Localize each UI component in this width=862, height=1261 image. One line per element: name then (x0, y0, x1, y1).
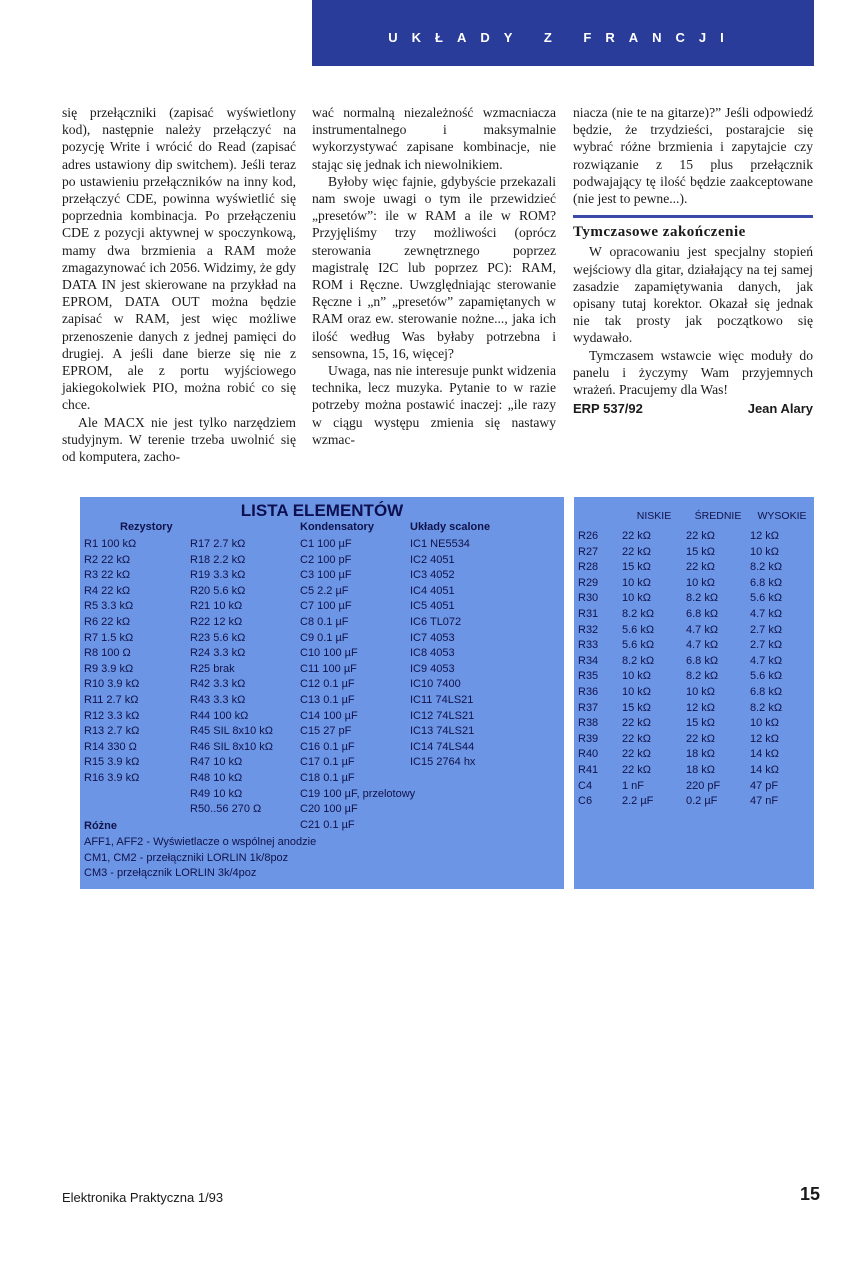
resistor-item: R18 2.2 kΩ (190, 553, 246, 566)
value-cell: 6.8 kΩ (750, 685, 783, 698)
column-header: ŚREDNIE (694, 510, 742, 522)
value-cell: 10 kΩ (622, 592, 652, 605)
paragraph: Uwaga, nas nie interesuje punkt widzenia technika, lecz muzyka. Pytanie to w razie potrzeby można postawić inaczej: „ile razy w ciągu występu zmienia się nastawy wzmac- (312, 363, 556, 447)
table-row (578, 545, 814, 561)
article-column-2 (312, 104, 556, 448)
table-row (578, 669, 814, 685)
table-header-row (578, 503, 814, 529)
value-cell: 14 kΩ (750, 763, 780, 776)
resistor-item: R6 22 kΩ (84, 615, 131, 628)
resistor-item: R46 SIL 8x10 kΩ (190, 740, 274, 753)
value-cell: 10 kΩ (750, 545, 780, 558)
value-cell: 2.7 kΩ (750, 623, 783, 636)
capacitor-list (300, 537, 415, 833)
value-cell: 10 kΩ (622, 670, 652, 683)
resistor-item: R45 SIL 8x10 kΩ (190, 725, 274, 738)
value-cell: 0.2 µF (686, 795, 718, 808)
misc-item: AFF1, AFF2 - Wyświetlacze o wspólnej anodzie (84, 836, 317, 848)
resistor-item: R1 100 kΩ (84, 538, 137, 550)
value-cell: 8.2 kΩ (622, 607, 655, 620)
resistor-item: R25 brak (190, 662, 235, 675)
table-row (578, 732, 814, 748)
article-column-3 (573, 104, 813, 417)
resistor-item: R49 10 kΩ (190, 787, 243, 800)
capacitor-item: C7 100 µF (300, 600, 352, 613)
table-row (578, 779, 814, 795)
component-ref-cell: R26 (578, 530, 599, 542)
component-ref-cell: C4 (578, 779, 593, 792)
component-ref-cell: C6 (578, 795, 593, 808)
value-cell: 5.6 kΩ (750, 592, 783, 605)
capacitor-item: C21 0.1 µF (300, 818, 355, 831)
page-number: 15 (799, 1184, 820, 1204)
value-cell: 12 kΩ (750, 732, 780, 745)
ic-item: IC12 74LS21 (410, 709, 475, 722)
misc-list (84, 835, 316, 882)
table-row (578, 701, 814, 717)
resistor-item: R8 100 Ω (84, 647, 131, 660)
table-row (578, 716, 814, 732)
component-ref-cell: R34 (578, 654, 599, 667)
resistors-heading: Rezystory (120, 521, 173, 533)
table-row (578, 591, 814, 607)
capacitor-item: C17 0.1 µF (300, 756, 355, 769)
value-cell: 8.2 kΩ (750, 701, 783, 714)
capacitor-item: C18 0.1 µF (300, 771, 355, 784)
value-cell: 4.7 kΩ (750, 654, 783, 667)
resistor-item: R23 5.6 kΩ (190, 631, 246, 644)
capacitor-item: C2 100 pF (300, 553, 352, 566)
resistor-item: R15 3.9 kΩ (84, 756, 140, 769)
article-reference: ERP 537/92 (573, 401, 643, 417)
capacitor-item: C19 100 µF, przelotowy (300, 787, 416, 800)
value-cell: 4.7 kΩ (686, 639, 719, 652)
values-table-box (574, 497, 814, 889)
table-row (578, 638, 814, 654)
paragraph: się przełączniki (zapisać wyświetlony kod), następnie należy przełączyć na pozycję Write i wrócić do Read (zapisać adres ustawiony dip switchem). Jeśli teraz po ustawieniu przełączników na inny kod, przełączyć CDE, powinna wyświetlić się poprzednia kombinacja. Po przełączeniu CDE z pozycji aktywnej w spoczynkową, mamy dwa brzmienia a RAM może zmagazynować ich 2056. Widzimy, że gdy DATA IN jest skierowane na przykład na EPROM, DATA OUT można będzie zapisać w RAM, jest więc możliwe przenoszenie danych z jednej pamięci do drugiej. A jeśli dane bierze się nie z EPROM, ale z portu wyjściowego jakiegokolwiek PIO, można robić co się chce. (62, 105, 296, 413)
value-cell: 2.7 kΩ (750, 639, 783, 652)
resistor-item: R4 22 kΩ (84, 584, 131, 597)
capacitor-item: C1 100 µF (300, 538, 352, 550)
resistor-item: R3 22 kΩ (84, 569, 131, 582)
component-ref-cell: R32 (578, 623, 599, 636)
component-ref-cell: R41 (578, 763, 599, 776)
resistor-item: R20 5.6 kΩ (190, 584, 246, 597)
table-row (578, 763, 814, 779)
paragraph: W opracowaniu jest specjalny stopień wejściowy dla gitar, działający na tej samej zasadzie zapamiętywania danych, jak opisany tutaj korektor. Okazał się jednak nie tak prosty jak początkowo się wydawało. (573, 244, 813, 346)
ic-list (410, 537, 475, 771)
resistor-item: R44 100 kΩ (190, 709, 249, 722)
author-name: Jean Alary (747, 401, 813, 417)
values-table (578, 503, 814, 810)
capacitor-item: C16 0.1 µF (300, 740, 355, 753)
value-cell: 10 kΩ (622, 685, 652, 698)
value-cell: 5.6 kΩ (750, 670, 783, 683)
value-cell: 10 kΩ (750, 717, 780, 730)
value-cell: 4.7 kΩ (750, 607, 783, 620)
parts-list-title: LISTA ELEMENTÓW (240, 501, 404, 520)
table-row (578, 607, 814, 623)
component-ref-cell: R39 (578, 732, 599, 745)
ic-item: IC6 TL072 (410, 615, 462, 628)
resistor-item: R13 2.7 kΩ (84, 725, 140, 738)
value-cell: 1 nF (622, 779, 645, 792)
ics-heading: Układy scalone (410, 521, 491, 533)
value-cell: 8.2 kΩ (686, 592, 719, 605)
capacitor-item: C20 100 µF (300, 803, 358, 816)
value-cell: 22 kΩ (622, 732, 652, 745)
capacitors-heading: Kondensatory (300, 521, 374, 533)
capacitor-item: C10 100 µF (300, 647, 358, 660)
value-cell: 22 kΩ (686, 732, 716, 745)
ic-item: IC13 74LS21 (410, 725, 475, 738)
table-row (578, 529, 814, 545)
capacitor-item: C14 100 µF (300, 709, 358, 722)
ic-item: IC11 74LS21 (410, 693, 474, 706)
ic-item: IC14 74LS44 (410, 740, 475, 753)
resistor-item: R10 3.9 kΩ (84, 678, 140, 691)
section-divider (573, 215, 813, 218)
value-cell: 6.8 kΩ (686, 607, 719, 620)
value-cell: 15 kΩ (686, 717, 716, 730)
resistor-item: R11 2.7 kΩ (84, 693, 139, 706)
ic-item: IC7 4053 (410, 631, 455, 644)
ic-item: IC10 7400 (410, 678, 461, 691)
misc-heading: Różne (84, 820, 117, 832)
component-ref-cell: R36 (578, 685, 599, 698)
value-cell: 14 kΩ (750, 748, 780, 761)
capacitor-item: C3 100 µF (300, 569, 352, 582)
publication-name: Elektronika Praktyczna 1/93 (62, 1190, 224, 1205)
value-cell: 22 kΩ (622, 717, 652, 730)
resistor-item: R42 3.3 kΩ (190, 678, 246, 691)
resistor-item: R47 10 kΩ (190, 756, 243, 769)
component-ref-cell: R30 (578, 592, 599, 605)
ic-item: IC4 4051 (410, 584, 455, 597)
resistor-item: R9 3.9 kΩ (84, 662, 134, 675)
value-cell: 47 pF (750, 779, 779, 792)
table-row (578, 794, 814, 810)
column-header (578, 503, 622, 529)
component-ref-cell: R38 (578, 717, 599, 730)
resistor-item: R43 3.3 kΩ (190, 693, 246, 706)
ic-item: IC3 4052 (410, 569, 455, 582)
component-ref-cell: R37 (578, 701, 599, 714)
value-cell: 12 kΩ (686, 701, 716, 714)
resistor-item: R14 330 Ω (84, 740, 137, 753)
paragraph: Byłoby więc fajnie, gdybyście przekazali nam swoje uwagi o tym ile przewidzieć „presetów”: ile w RAM a ile w ROM? Przyjęliśmy trzy możliwości (oprócz sterowania zewnętrznego poprzez magistralę I2C lub poprzez PC): RAM, ROM i Ręczne. Uwzględniając sterowanie Ręczne i „n” „presetów” zapamiętanych w RAM oraz ew. sterowanie nożne..., jaka ich ilość według Was byłaby potrzebna i sensowna, 15, 16, więcej? (312, 173, 556, 361)
value-cell: 47 nF (750, 795, 779, 808)
ic-item: IC8 4053 (410, 647, 455, 660)
capacitor-item: C13 0.1 µF (300, 693, 355, 706)
component-ref-cell: R29 (578, 576, 599, 589)
capacitor-item: C9 0.1 µF (300, 631, 349, 644)
value-cell: 15 kΩ (622, 701, 652, 714)
capacitor-item: C11 100 µF (300, 662, 357, 675)
value-cell: 22 kΩ (622, 763, 652, 776)
ic-item: IC2 4051 (410, 553, 455, 566)
value-cell: 8.2 kΩ (750, 561, 783, 574)
value-cell: 22 kΩ (622, 748, 652, 761)
value-cell: 22 kΩ (622, 545, 652, 558)
component-ref-cell: R28 (578, 561, 599, 574)
paragraph: Ale MACX nie jest tylko narzędziem studyjnym. W terenie trzeba uwolnić się od komputera, zacho- (62, 414, 296, 465)
column-header: NISKIE (636, 510, 672, 522)
ic-item: IC1 NE5534 (410, 538, 470, 550)
value-cell: 2.2 µF (622, 795, 654, 808)
table-row (578, 654, 814, 670)
signature (573, 400, 813, 417)
table-row (578, 685, 814, 701)
resistor-list-1 (84, 537, 139, 787)
value-cell: 5.6 kΩ (622, 623, 655, 636)
ic-item: IC5 4051 (410, 600, 455, 613)
value-cell: 22 kΩ (686, 561, 716, 574)
value-cell: 6.8 kΩ (750, 576, 783, 589)
capacitor-item: C12 0.1 µF (300, 678, 355, 691)
value-cell: 15 kΩ (686, 545, 716, 558)
table-row (578, 747, 814, 763)
table-row (578, 576, 814, 592)
value-cell: 10 kΩ (686, 576, 716, 589)
section-heading: Tymczasowe zakończenie (573, 224, 746, 241)
value-cell: 6.8 kΩ (686, 654, 719, 667)
component-ref-cell: R27 (578, 545, 599, 558)
resistor-item: R17 2.7 kΩ (190, 538, 246, 550)
value-cell: 10 kΩ (622, 576, 652, 589)
parts-list-box (80, 497, 564, 889)
value-cell: 18 kΩ (686, 748, 716, 761)
value-cell: 22 kΩ (686, 530, 716, 542)
paragraph: wać normalną niezależność wzmacniacza instrumentalnego i maksymalnie wykorzystywać zapisane kombinacje, nie stając się jednak ich niewolnikiem. (312, 105, 556, 172)
component-ref-cell: R33 (578, 639, 599, 652)
misc-item: CM3 - przełącznik LORLIN 3k/4poz (84, 867, 257, 879)
resistor-item: R7 1.5 kΩ (84, 631, 134, 644)
value-cell: 10 kΩ (686, 685, 716, 698)
resistor-item: R12 3.3 kΩ (84, 709, 140, 722)
table-row (578, 623, 814, 639)
resistor-item: R2 22 kΩ (84, 553, 131, 566)
value-cell: 8.2 kΩ (622, 654, 655, 667)
ic-item: IC15 2764 hx (410, 756, 476, 769)
resistor-item: R16 3.9 kΩ (84, 771, 140, 784)
resistor-item: R22 12 kΩ (190, 615, 243, 628)
value-cell: 5.6 kΩ (622, 639, 655, 652)
value-cell: 22 kΩ (622, 530, 652, 542)
value-cell: 15 kΩ (622, 561, 652, 574)
article-column-1 (62, 104, 296, 465)
resistor-list-2 (190, 537, 273, 818)
resistor-item: R48 10 kΩ (190, 771, 243, 784)
value-cell: 220 pF (686, 779, 721, 792)
value-cell: 18 kΩ (686, 763, 716, 776)
resistor-item: R24 3.3 kΩ (190, 647, 246, 660)
resistor-item: R5 3.3 kΩ (84, 600, 134, 613)
ic-item: IC9 4053 (410, 662, 455, 675)
capacitor-item: C8 0.1 µF (300, 615, 349, 628)
component-ref-cell: R31 (578, 607, 599, 620)
value-cell: 4.7 kΩ (686, 623, 719, 636)
capacitor-item: C15 27 pF (300, 725, 352, 738)
value-cell: 8.2 kΩ (686, 670, 719, 683)
capacitor-item: C5 2.2 µF (300, 584, 349, 597)
resistor-item: R21 10 kΩ (190, 600, 243, 613)
section-title: UKŁADY Z FRANCJI (388, 30, 738, 45)
value-cell: 12 kΩ (750, 530, 780, 542)
resistor-item: R50..56 270 Ω (190, 803, 262, 816)
paragraph: Tymczasem wstawcie więc moduły do panelu i życzymy Wam przyjemnych wrażeń. Pracujemy dla Was! (573, 347, 813, 398)
component-ref-cell: R40 (578, 748, 599, 761)
component-ref-cell: R35 (578, 670, 599, 683)
misc-item: CM1, CM2 - przełączniki LORLIN 1k/8poz (84, 851, 289, 864)
table-row (578, 560, 814, 576)
paragraph: niacza (nie te na gitarze)?” Jeśli odpowiedź będzie, że trzydzieści, postarajcie się wybrać różne brzmienia i zapytajcie czy rozwiązanie z 15 plus przełącznik podwajający tę ilość będzie zaakceptowane (nie jest to pewne...). (573, 105, 813, 207)
column-header: WYSOKIE (757, 510, 807, 522)
section-banner (312, 0, 814, 66)
resistor-item: R19 3.3 kΩ (190, 569, 246, 582)
